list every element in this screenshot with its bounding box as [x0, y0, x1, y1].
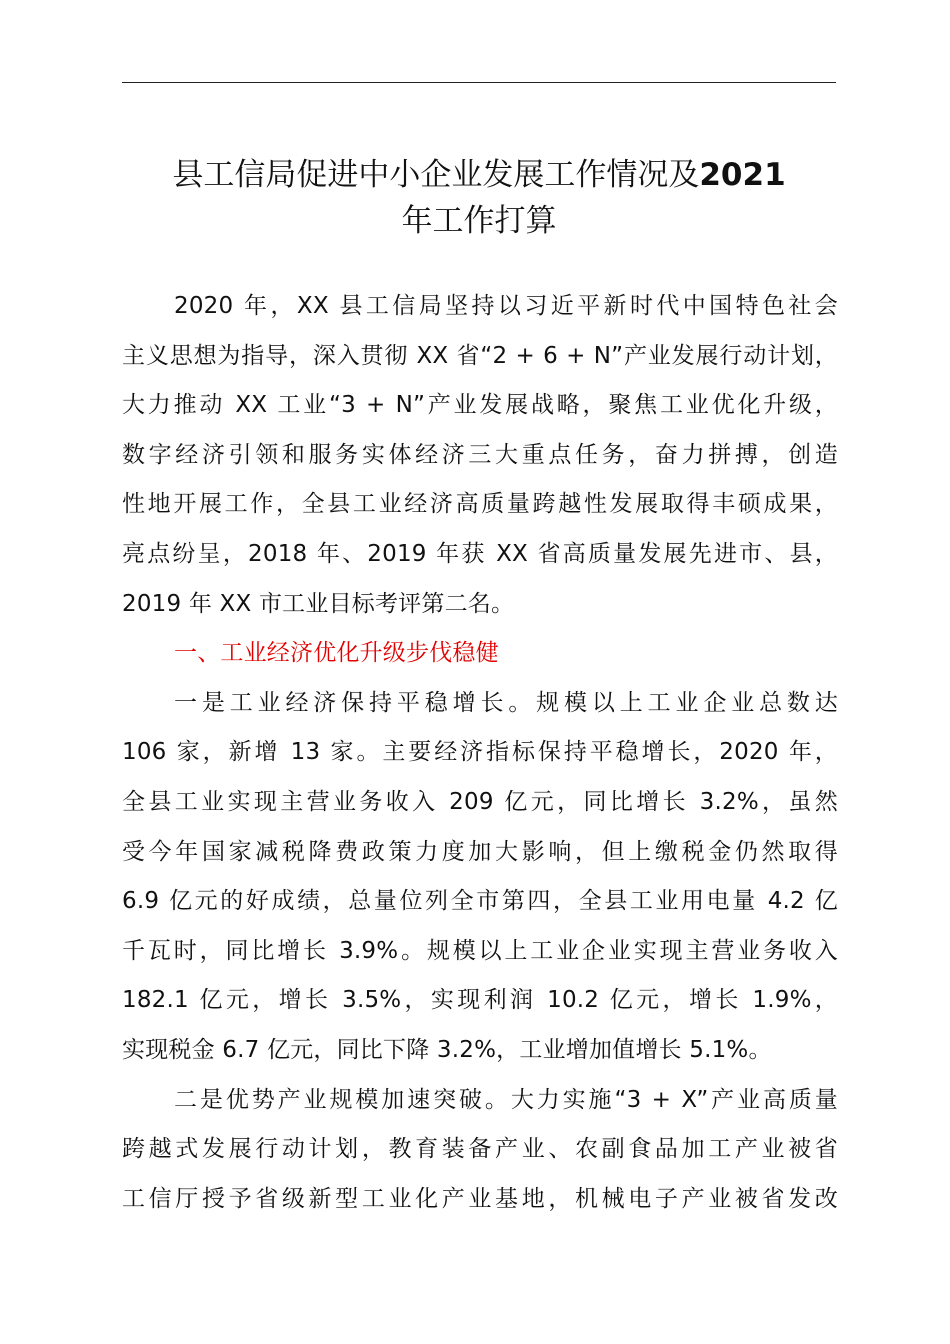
paragraph-2-line: 受今年国家减税降费政策力度加大影响，但上缴税金仍然取得: [122, 838, 838, 865]
document-title: [90, 152, 868, 244]
paragraph-1-line: 亮点纷呈，2018 年、2019 年获 XX 省高质量发展先进市、县，: [122, 540, 838, 567]
paragraph-1-line: 大力推动 XX 工业“3 + N”产业发展战略，聚焦工业优化升级，: [122, 392, 838, 419]
paragraph-2-line: 6.9 亿元的好成绩，总量位列全市第四，全县工业用电量 4.2 亿: [122, 888, 838, 915]
paragraph-2-line: 全县工业实现主营业务收入 209 亿元，同比增长 3.2%，虽然: [122, 788, 838, 815]
paragraph-1-line: 性地开展工作，全县工业经济高质量跨越性发展取得丰硕成果，: [122, 491, 838, 518]
paragraph-1-line: 2020 年，XX 县工信局坚持以习近平新时代中国特色社会: [174, 293, 838, 319]
title-year: 2021: [699, 157, 786, 193]
paragraph-1-line: 2019 年 XX 市工业目标考评第二名。: [122, 590, 515, 617]
section-1-heading: 一、工业经济优化升级步伐稳健: [174, 640, 499, 667]
title-line-2: 年工作打算: [401, 203, 557, 239]
header-rule: [122, 82, 836, 83]
paragraph-2-line: 182.1 亿元，增长 3.5%，实现利润 10.2 亿元，增长 1.9%，: [122, 987, 838, 1014]
paragraph-3-line: 二是优势产业规模加速突破。大力实施“3 + X”产业高质量: [174, 1086, 838, 1113]
document-body: [122, 282, 838, 1224]
title-line-1: [90, 152, 868, 198]
paragraph-2-line: 千瓦时，同比增长 3.9%。规模以上工业企业实现主营业务收入: [122, 937, 838, 964]
paragraph-3-line: 工信厅授予省级新型工业化产业基地，机械电子产业被省发改: [122, 1185, 838, 1212]
paragraph-1-line: 主义思想为指导，深入贯彻 XX 省“2 + 6 + N”产业发展行动计划，: [122, 342, 838, 369]
paragraph-2-line: 一是工业经济保持平稳增长。规模以上工业企业总数达: [174, 689, 838, 716]
paragraph-2-line: 实现税金 6.7 亿元，同比下降 3.2%，工业增加值增长 5.1%。: [122, 1036, 772, 1063]
paragraph-3-line: 跨越式发展行动计划，教育装备产业、农副食品加工产业被省: [122, 1136, 838, 1163]
paragraph-1-line: 数字经济引领和服务实体经济三大重点任务，奋力拼搏，创造: [122, 441, 838, 468]
paragraph-2-line: 106 家，新增 13 家。主要经济指标保持平稳增长，2020 年，: [122, 739, 838, 766]
title-line-1-text: 县工信局促进中小企业发展工作情况及: [172, 157, 700, 193]
